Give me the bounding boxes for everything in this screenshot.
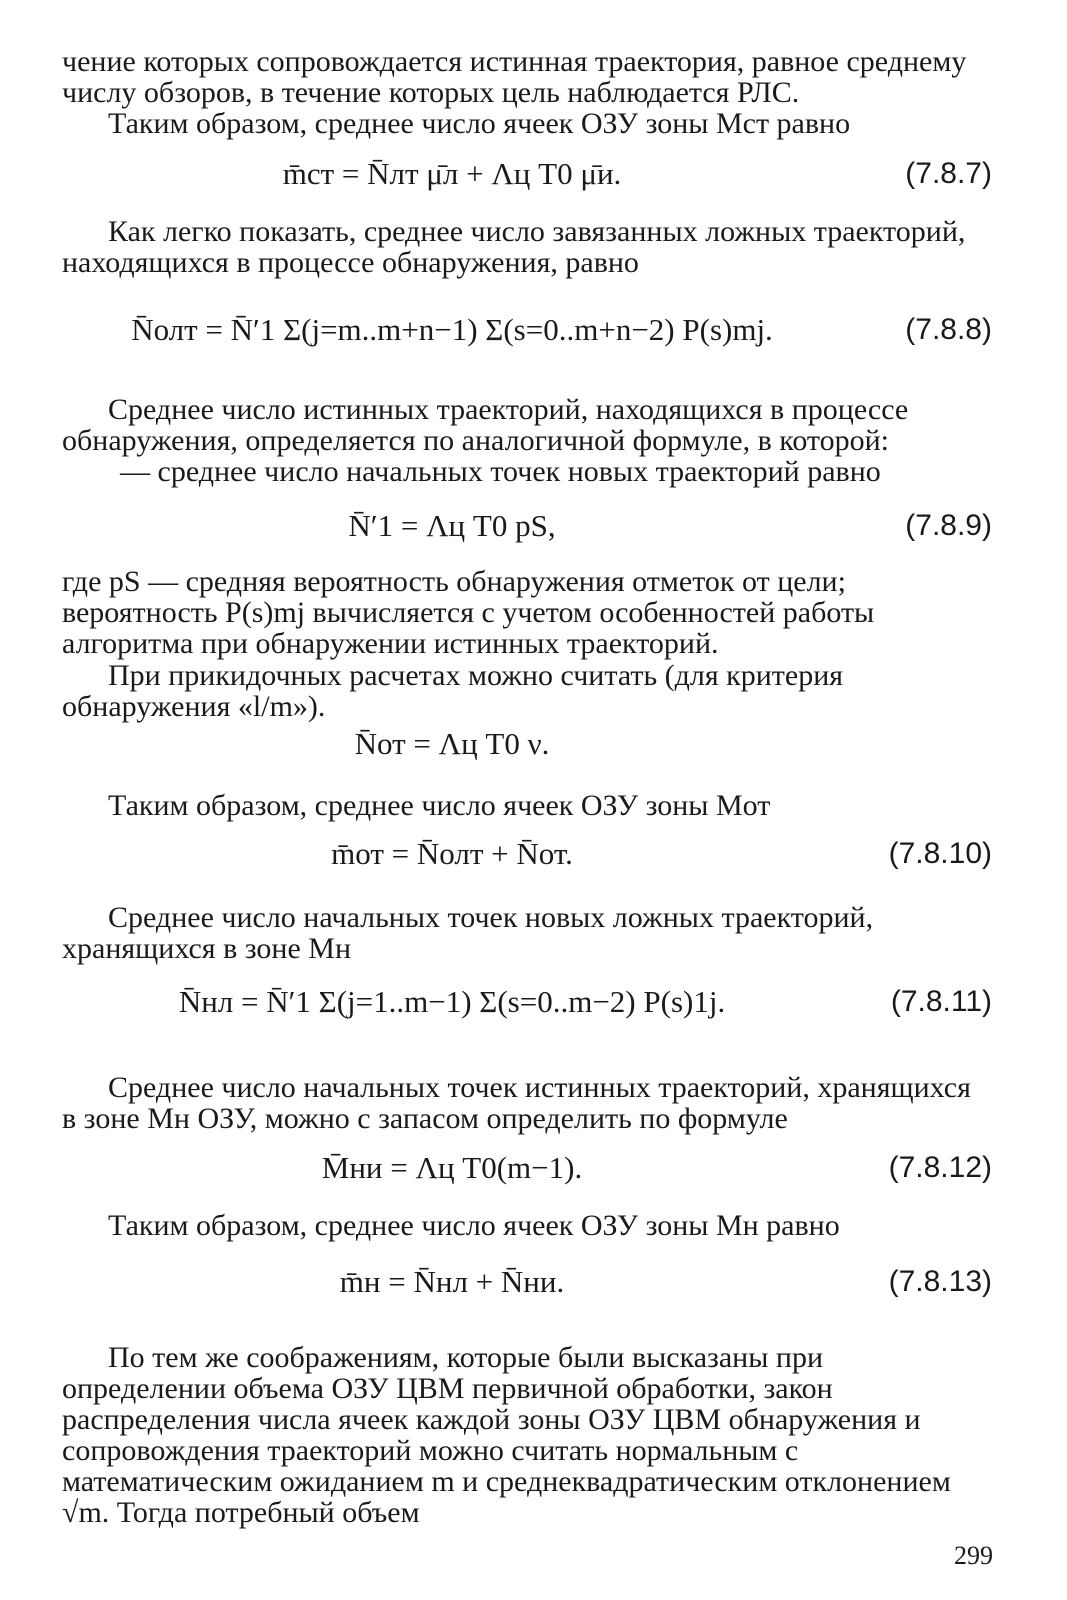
equation-7-8-10 xyxy=(62,838,992,898)
equation-number: (7.8.13) xyxy=(888,1265,992,1298)
paragraph-mst-intro: Таким образом, среднее число ячеек ОЗУ зоны Mст равно xyxy=(108,107,851,140)
equation-formula: N̄от = Λц T0 ν. xyxy=(354,726,550,761)
paragraph-mot-intro: Таким образом, среднее число ячеек ОЗУ зоны Mот xyxy=(108,789,771,822)
equation-formula: m̄н = N̄нл + N̄ни. xyxy=(339,1264,565,1299)
equation-7-8-13 xyxy=(62,1266,992,1326)
equation-formula: N̄′1 = Λц T0 pS, xyxy=(348,508,556,543)
equation-formula: m̄ст = N̄лт μ̄л + Λц T0 μ̄и. xyxy=(282,156,622,191)
equation-formula: N̄олт = N̄′1 Σ(j=m..m+n−1) Σ(s=0..m+n−2) P(s)mj. xyxy=(131,312,773,347)
equation-number: (7.8.9) xyxy=(905,509,992,542)
paragraph-false-tracks: Как легко показать, среднее число завязанных ложных траекторий, находящихся в процессе обнаружения, равно xyxy=(62,215,966,279)
equation-7-8-11 xyxy=(62,970,992,1070)
equation-number: (7.8.11) xyxy=(890,985,992,1018)
paragraph-true-start-points: Среднее число начальных точек истинных траекторий, хранящихся в зоне Mн ОЗУ, можно с запасом определить по формуле xyxy=(62,1071,971,1135)
equation-7-8-8 xyxy=(62,300,992,400)
paragraph-continuation: чение которых сопровождается истинная траектория, равное среднему числу обзоров, в течение которых цель наблюдается РЛС. xyxy=(62,45,967,109)
equation-not xyxy=(62,728,992,788)
equation-7-8-7 xyxy=(62,158,992,218)
equation-number: (7.8.10) xyxy=(888,837,992,870)
equation-7-8-12 xyxy=(62,1152,992,1212)
paragraph-new-false-tracks: Среднее число начальных точек новых ложных траекторий, хранящихся в зоне Mн xyxy=(62,901,874,965)
equation-7-8-9 xyxy=(62,510,992,570)
equation-formula: M̄ни = Λц T0(m−1). xyxy=(321,1150,583,1185)
equation-number: (7.8.12) xyxy=(888,1151,992,1184)
equation-number: (7.8.8) xyxy=(905,313,992,346)
equation-formula: m̄от = N̄олт + N̄от. xyxy=(331,836,573,871)
paragraph-mn-intro: Таким образом, среднее число ячеек ОЗУ зоны Mн равно xyxy=(108,1209,840,1242)
paragraph-dash-item: — среднее число начальных точек новых траекторий равно xyxy=(120,455,881,488)
paragraph-conclusion: По тем же соображениям, которые были высказаны при определении объема ОЗУ ЦВМ первичной обработки, закон распределения числа ячеек каждой зоны ОЗУ ЦВМ обнаружения и сопровождения траекторий можно считать нормальным с математическим ожиданием m и среднеквадратическим отклонением √m. Тогда потребный объем xyxy=(62,1341,951,1529)
page-number: 299 xyxy=(954,1541,993,1570)
paragraph-estimate: При прикидочных расчетах можно считать (для критерия обнаружения «l/m»). xyxy=(62,659,844,723)
paragraph-true-tracks: Среднее число истинных траекторий, находящихся в процессе обнаружения, определяется по аналогичной формуле, в которой: xyxy=(62,393,909,457)
paragraph-ps-definition: где pS — средняя вероятность обнаружения отметок от цели; вероятность P(s)mj вычисляется с учетом особенностей работы алгоритма при обнаружении истинных траекторий. xyxy=(62,565,875,660)
equation-number: (7.8.7) xyxy=(905,157,992,190)
equation-formula: N̄нл = N̄′1 Σ(j=1..m−1) Σ(s=0..m−2) P(s)1j. xyxy=(178,984,726,1019)
